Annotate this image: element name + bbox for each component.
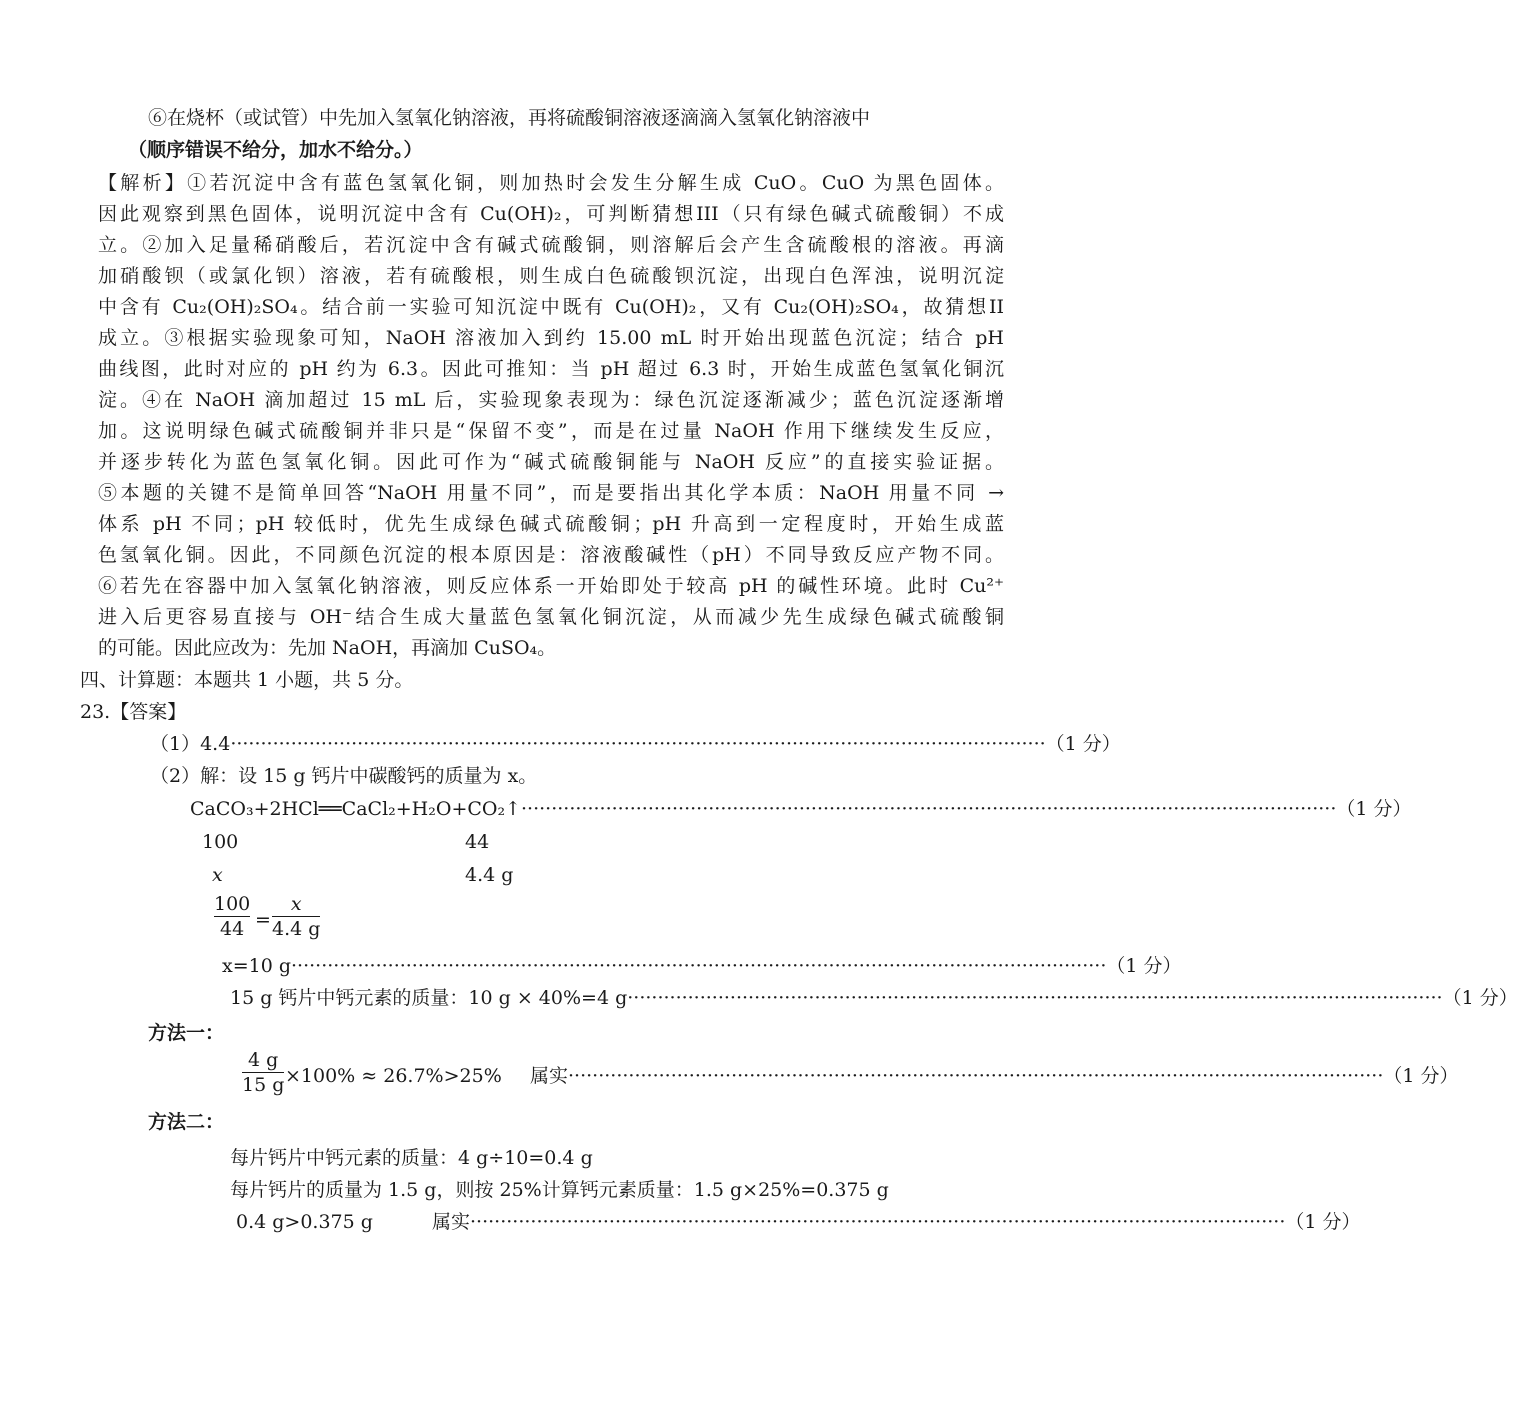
leader-dots: ·······································································································································: [291, 955, 1107, 977]
method-2-conclusion: [432, 1209, 1361, 1235]
analysis-line: 色氢氧化铜。因此，不同颜色沉淀的根本原因是：溶液酸碱性（pH）不同导致反应产物不同。: [98, 544, 1004, 566]
leader-dots: ·······································································································································: [470, 1211, 1286, 1233]
x-result-line: [222, 953, 1182, 979]
denominator: 15 g: [242, 1074, 285, 1096]
part-1-line: [150, 731, 1121, 757]
leader-dots: ·······································································································································: [568, 1065, 1384, 1087]
analysis-line: 并逐步转化为蓝色氢氧化铜。因此可作为“碱式硫酸铜能与 NaOH 反应”的直接实验证据。: [98, 451, 1004, 473]
molar-mass-caco3: 100: [202, 831, 239, 853]
analysis-line: 因此观察到黑色固体，说明沉淀中含有 Cu(OH)₂，可判断猜想III（只有绿色碱式硫酸铜）不成: [98, 203, 1004, 225]
method-2-label: 方法二：: [148, 1111, 225, 1133]
score: （1 分）: [1285, 1211, 1361, 1233]
score: （1 分）: [1336, 798, 1412, 820]
part-2-line: （2）解：设 15 g 钙片中碳酸钙的质量为 x。: [150, 765, 538, 787]
score: （1 分）: [1045, 733, 1121, 755]
section-heading: 四、计算题：本题共 1 小题，共 5 分。: [80, 669, 414, 691]
analysis-line: 淀。④在 NaOH 滴加超过 15 mL 后，实验现象表现为：绿色沉淀逐渐减少；蓝色沉淀逐渐增: [98, 389, 1004, 411]
method-2-line: 每片钙片中钙元素的质量：4 g÷10=0.4 g: [230, 1147, 593, 1169]
method-2-line: 每片钙片的质量为 1.5 g，则按 25%计算钙元素质量：1.5 g×25%=0.375 g: [230, 1179, 889, 1201]
answer-6-note: （顺序错误不给分，加水不给分。）: [128, 139, 423, 161]
leader-dots: ·······································································································································: [230, 733, 1046, 755]
conclusion-true: 属实: [530, 1065, 569, 1087]
equation-line: [190, 796, 1412, 822]
method-1-conclusion: [530, 1063, 1459, 1089]
leader-dots: ·······································································································································: [521, 798, 1337, 820]
fraction-left: [214, 892, 250, 941]
analysis-line: 加。这说明绿色碱式硫酸铜并非只是“保留不变”，而是在过量 NaOH 作用下继续发生反应，: [98, 420, 1004, 442]
part-1-answer: （1）4.4: [150, 733, 231, 755]
fraction-right: [272, 892, 320, 941]
analysis-line: 的可能。因此应改为：先加 NaOH，再滴加 CuSO₄。: [98, 637, 557, 659]
analysis-line: 加硝酸钡（或氯化钡）溶液，若有硫酸根，则生成白色硫酸钡沉淀，出现白色浑浊，说明沉淀: [98, 265, 1004, 287]
score: （1 分）: [1106, 955, 1182, 977]
conclusion-true: 属实: [432, 1211, 471, 1233]
method-1-expression: ×100% ≈ 26.7%>25%: [285, 1065, 502, 1087]
chemical-equation: CaCO₃+2HCl══CaCl₂+H₂O+CO₂↑: [190, 798, 522, 820]
molar-mass-co2: 44: [465, 831, 490, 853]
question-header: 23.【答案】: [80, 701, 187, 723]
leader-dots: ·······································································································································: [627, 987, 1443, 1009]
co2-mass: 4.4 g: [465, 864, 514, 886]
numerator: 100: [214, 893, 251, 915]
numerator: x: [290, 893, 302, 915]
method-2-compare: 0.4 g>0.375 g: [236, 1211, 373, 1233]
denominator: 44: [220, 918, 245, 940]
analysis-line: 进入后更容易直接与 OH⁻结合生成大量蓝色氢氧化铜沉淀，从而减少先生成绿色碱式硫酸铜: [98, 606, 1004, 628]
calcium-mass-line: [230, 985, 1518, 1011]
equals-sign: =: [255, 909, 271, 931]
calcium-mass: 15 g 钙片中钙元素的质量：10 g × 40%=4 g: [230, 987, 628, 1009]
method-1-label: 方法一：: [148, 1022, 225, 1044]
score: （1 分）: [1442, 987, 1518, 1009]
analysis-line: 立。②加入足量稀硝酸后，若沉淀中含有碱式硫酸铜，则溶解后会产生含硫酸根的溶液。再滴: [98, 234, 1004, 256]
analysis-line: 体系 pH 不同；pH 较低时，优先生成绿色碱式硫酸铜；pH 升高到一定程度时，开始生成蓝: [98, 513, 1004, 535]
x-result: x=10 g: [222, 955, 292, 977]
unknown-x: x: [212, 864, 223, 886]
denominator: 4.4 g: [272, 918, 321, 940]
analysis-line: 曲线图，此时对应的 pH 约为 6.3。因此可推知：当 pH 超过 6.3 时，开始生成蓝色氢氧化铜沉: [98, 358, 1004, 380]
method-1-fraction: [242, 1048, 284, 1097]
analysis-line: ⑥若先在容器中加入氢氧化钠溶液，则反应体系一开始即处于较高 pH 的碱性环境。此时 Cu²⁺: [98, 575, 1004, 597]
analysis-line: 【解析】①若沉淀中含有蓝色氢氧化铜，则加热时会发生分解生成 CuO。CuO 为黑色固体。: [98, 172, 1004, 194]
analysis-line: 成立。③根据实验现象可知，NaOH 溶液加入到约 15.00 mL 时开始出现蓝色沉淀；结合 pH: [98, 327, 1004, 349]
answer-6-line: ⑥在烧杯（或试管）中先加入氢氧化钠溶液，再将硫酸铜溶液逐滴滴入氢氧化钠溶液中: [148, 107, 871, 129]
numerator: 4 g: [248, 1049, 279, 1071]
analysis-line: ⑤本题的关键不是简单回答“NaOH 用量不同”，而是要指出其化学本质：NaOH 用量不同 →: [98, 482, 1004, 504]
score: （1 分）: [1383, 1065, 1459, 1087]
analysis-line: 中含有 Cu₂(OH)₂SO₄。结合前一实验可知沉淀中既有 Cu(OH)₂，又有 Cu₂(OH)₂SO₄，故猜想II: [98, 296, 1004, 318]
